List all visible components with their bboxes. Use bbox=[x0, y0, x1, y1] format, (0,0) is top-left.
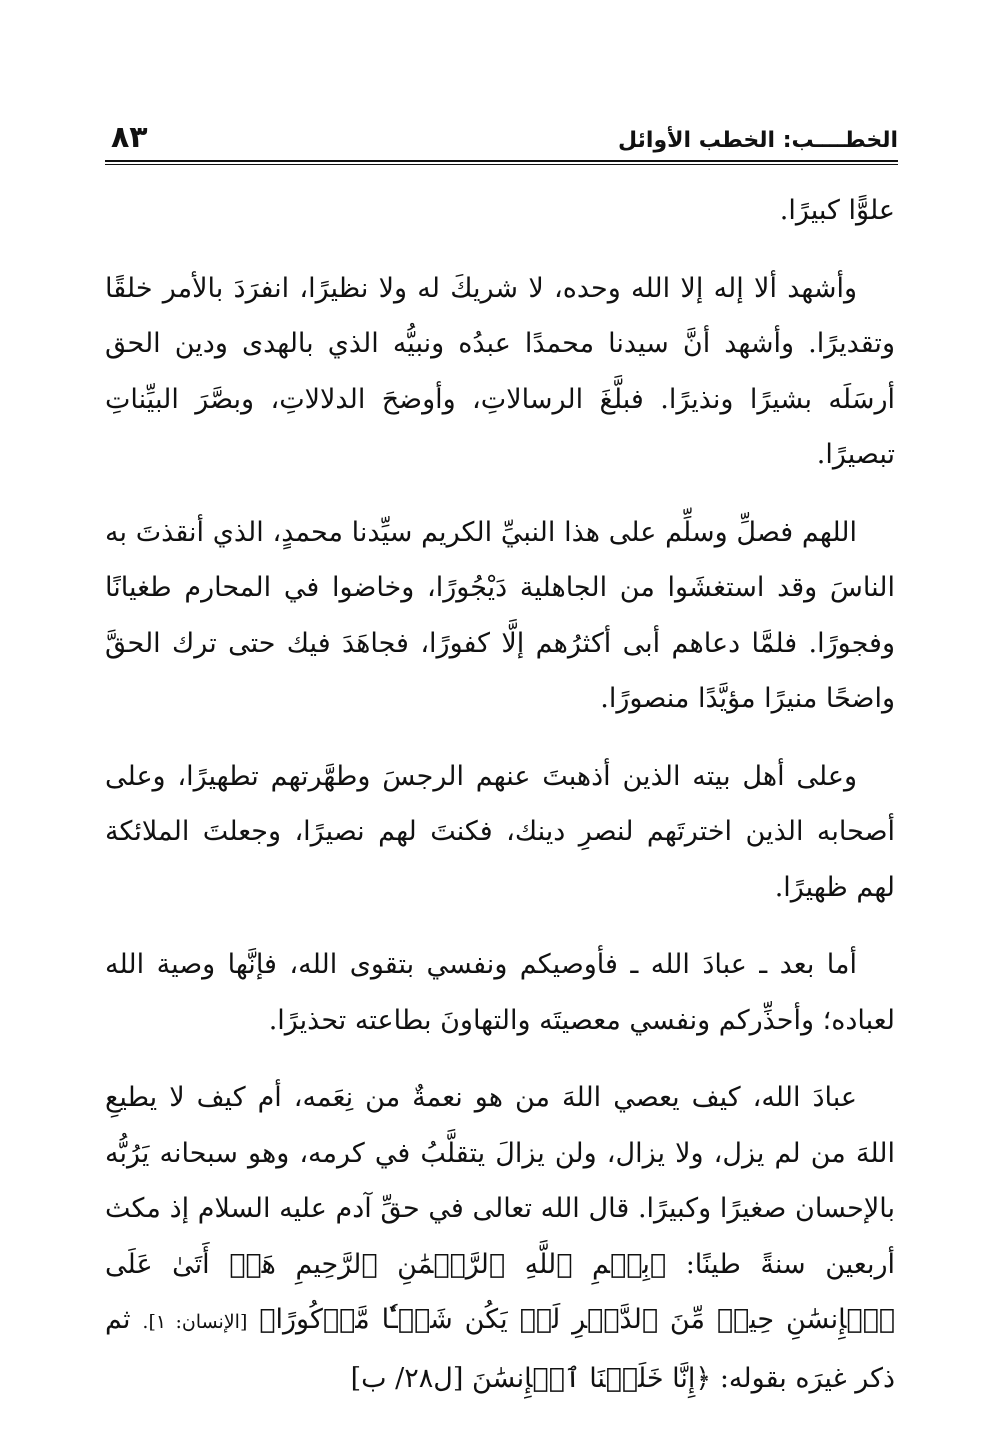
quran-citation: [الإنسان: ١]. bbox=[142, 1311, 248, 1333]
continuation-text: ثم ذكر غيرَه بقوله: ﴿إِنَّا خَلَقۡنَا ٱلۡإِنسَٰنَ bbox=[105, 1304, 895, 1394]
paragraph: أما بعد ـ عبادَ الله ـ فأوصيكم ونفسي بتقوى الله، فإنَّها وصية الله لعباده؛ وأحذِّركم ونفسي معصيتَه والتهاونَ بطاعته تحذيرًا. bbox=[105, 949, 895, 1036]
body-text bbox=[105, 183, 895, 1406]
marginal-reference: [ل٢٨/ ب] bbox=[350, 1362, 464, 1394]
running-header bbox=[105, 120, 898, 160]
header-rule-thin bbox=[105, 164, 898, 165]
paragraph bbox=[105, 1070, 895, 1406]
paragraph-text: عبادَ الله، كيف يعصي اللهَ من هو نعمةٌ من نِعَمه، أم كيف لا يطيعِ اللهَ من لم يزل، ولا يزال، ولن يزالَ يتقلَّبُ في كرمه، وهو سبحانه يَرُبُّه بالإحسان صغيرًا وكبيرًا. قال الله تعالى في حقِّ آدم عليه السلام إذ مكث أربعين سنةً طينًا: ﴿بِسۡمِ ٱللَّهِ ٱلرَّحۡمَٰنِ ٱلرَّحِيمِ هَلۡ أَتَىٰ عَلَى ٱلۡإِنسَٰنِ حِينٞ مِّنَ ٱلدَّهۡرِ لَمۡ يَكُن شَيۡـٔٗا مَّذۡكُورًا﴾ bbox=[105, 1082, 895, 1335]
paragraph: وعلى أهل بيته الذين أذهبتَ عنهم الرجسَ وطهَّرتهم تطهيرًا، وعلى أصحابه الذين اخترتَهم لنصرِ دينك، فكنتَ لهم نصيرًا، وجعلتَ الملائكة لهم ظهيرًا. bbox=[105, 760, 895, 903]
paragraph: وأشهد ألا إله إلا الله وحده، لا شريكَ له ولا نظيرًا، انفرَدَ بالأمر خلقًا وتقديرًا. وأشهد أنَّ سيدنا محمدًا عبدُه ونبيُّه الذي بالهدى ودين الحق أرسَلَه بشيرًا ونذيرًا. فبلَّغَ الرسالاتِ، وأوضحَ الدلالاتِ، وبصَّرَ البيِّناتِ تبصيرًا. bbox=[105, 272, 895, 470]
paragraph: اللهم فصلِّ وسلِّم على هذا النبيِّ الكريم سيِّدنا محمدٍ، الذي أنقذتَ به الناسَ وقد استغشَوا من الجاهلية دَيْجُورًا، وخاضوا في المحارم طغيانًا وفجورًا. فلمَّا دعاهم أبى أكثرُهم إلَّا كفورًا، فجاهَدَ فيك حتى ترك الحقَّ واضحًا منيرًا مؤيَّدًا منصورًا. bbox=[105, 516, 895, 714]
header-title: الخطــــب: الخطب الأوائل bbox=[618, 128, 898, 153]
header-rule bbox=[105, 160, 898, 162]
page-number: ٨٣ bbox=[111, 120, 148, 155]
paragraph: علوًّا كبيرًا. bbox=[779, 195, 895, 226]
